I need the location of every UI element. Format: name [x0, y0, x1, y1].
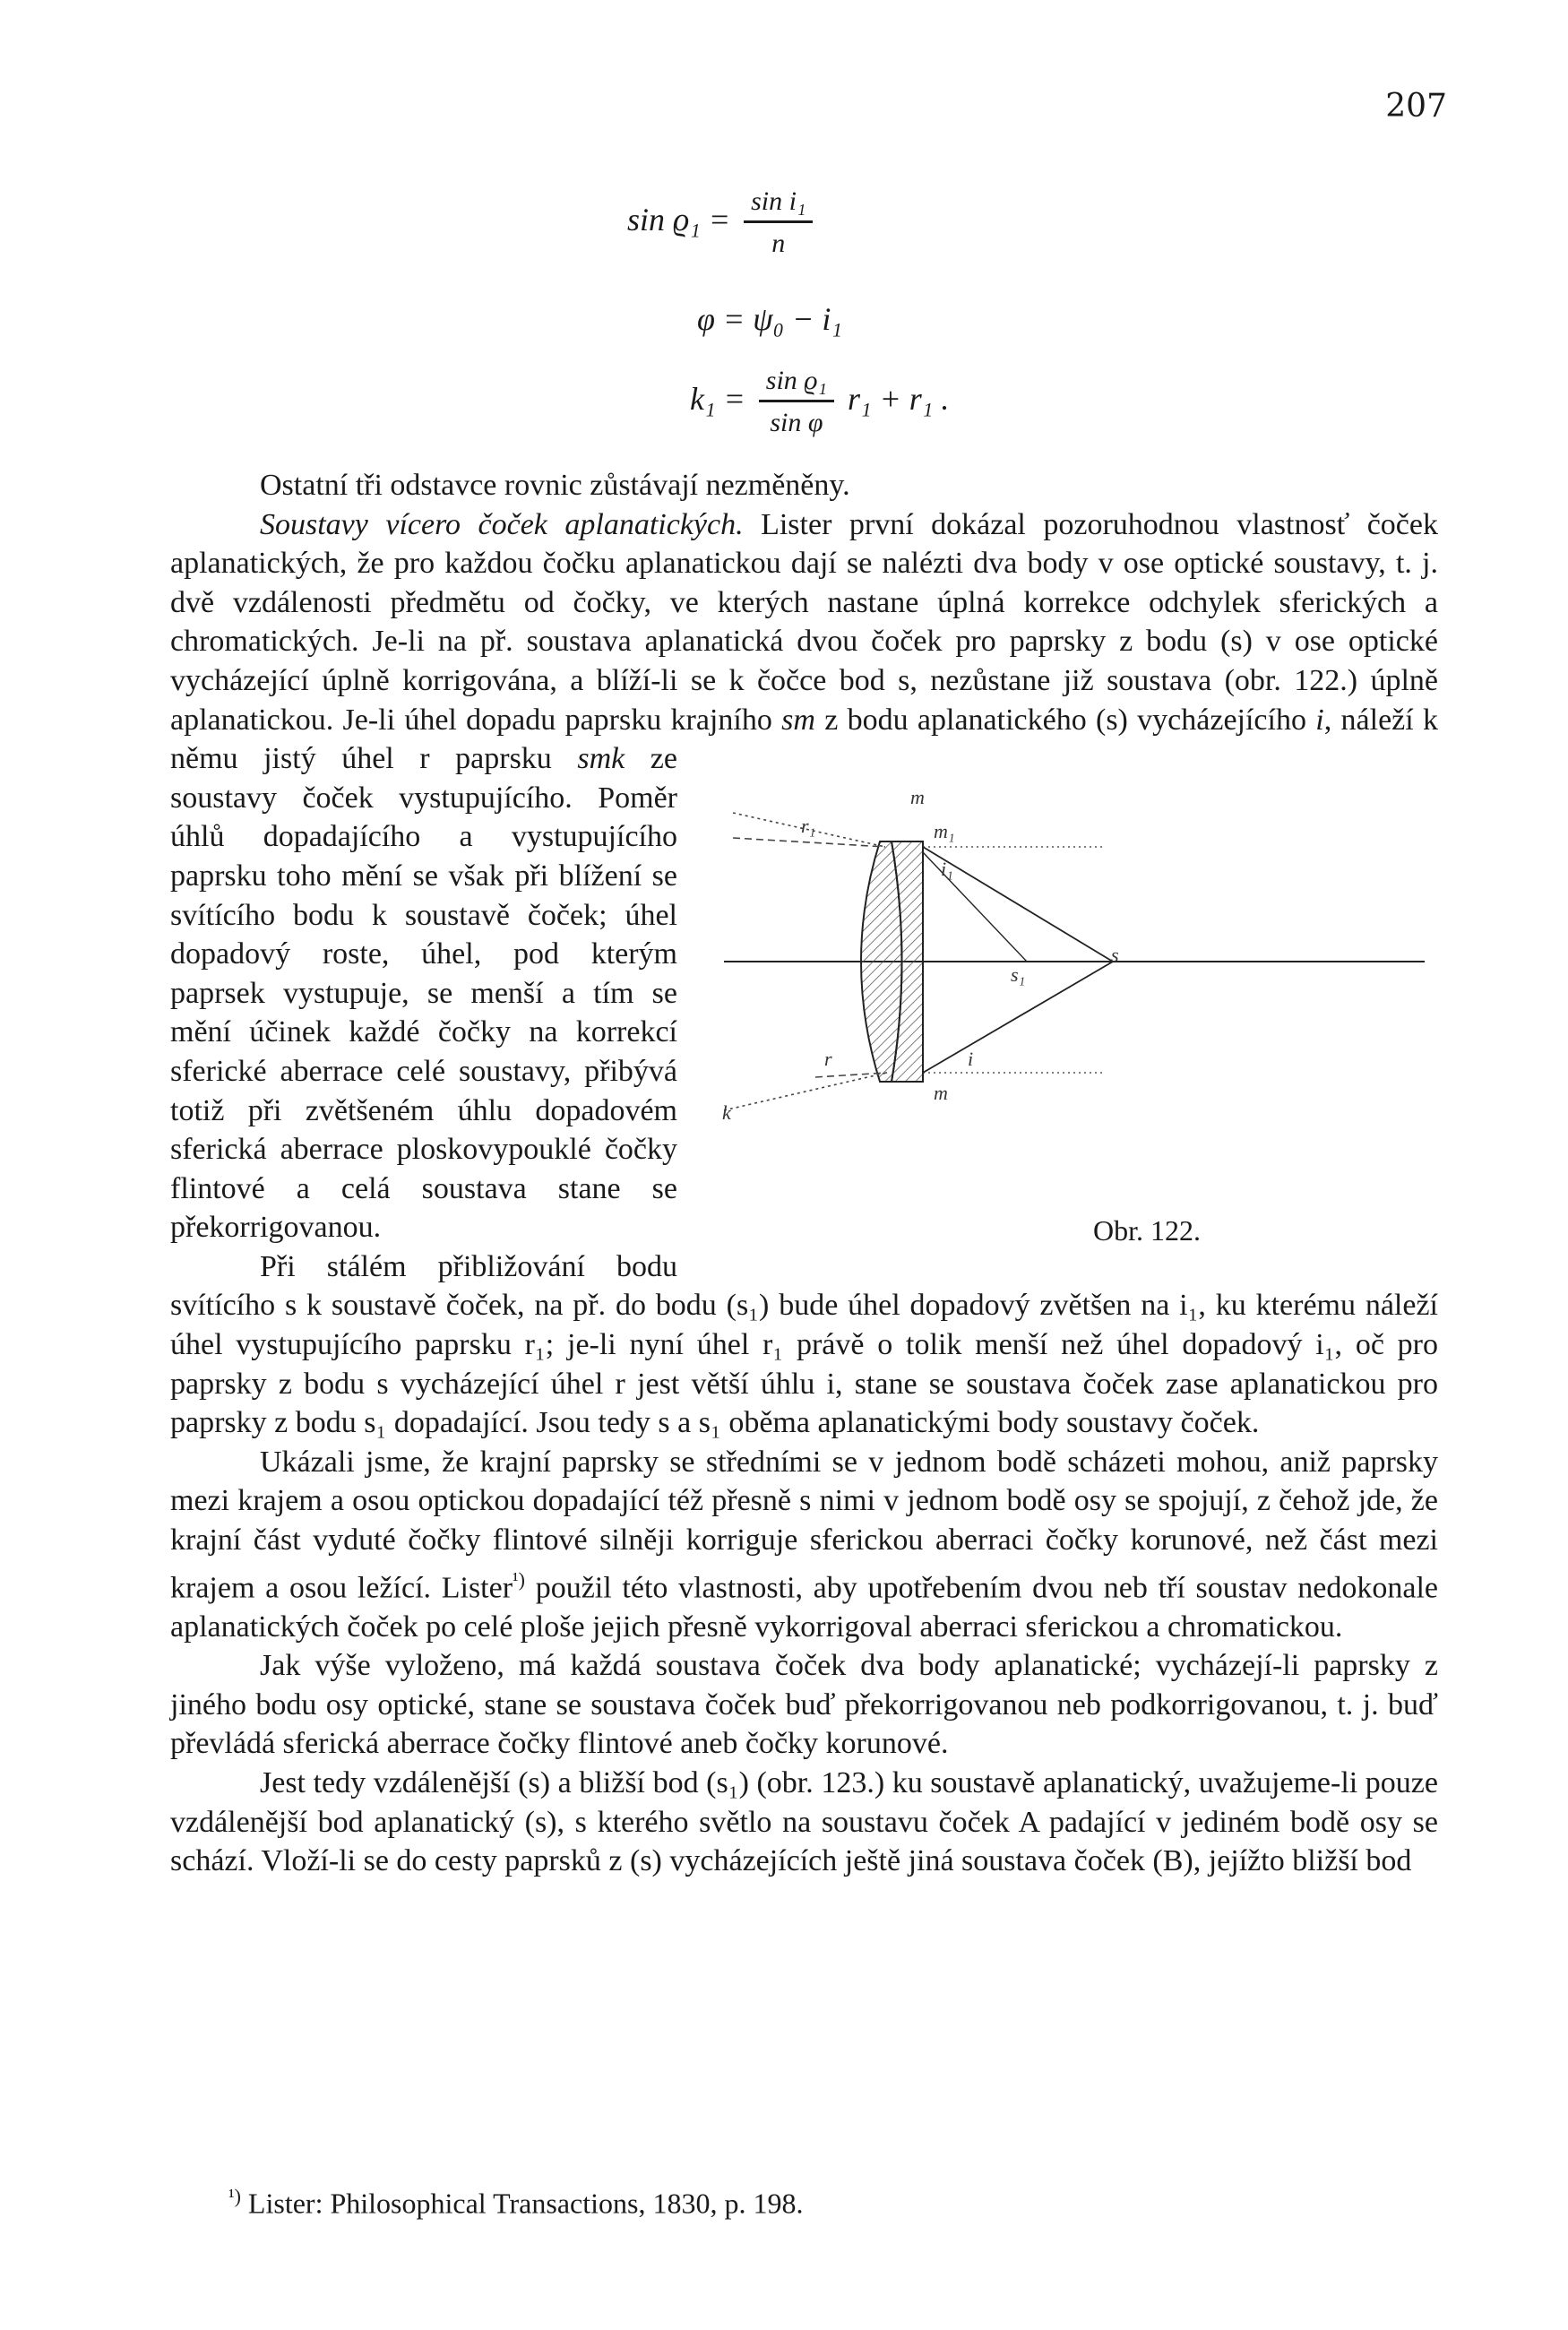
formula-lhs: sin ϱ₁ =	[627, 201, 731, 237]
body-text	[170, 466, 1438, 1881]
paragraph-6: Jest tedy vzdálenější (s) a bližší bod (s₁) (obr. 123.) ku soustavě aplanatický, uvažujeme-li pouze vzdálenější bod aplanatický (s), s kterého světlo na soustavu čoček A padající v jediném bodě osy se schází. Vloží-li se do cesty paprsků z (s) vycházejících ještě jiná soustava čoček (B), jejížto bližší bod	[170, 1765, 1438, 1878]
label-i: i	[968, 1048, 974, 1071]
formula-fraction	[744, 188, 813, 257]
formula-lhs: k₁ =	[690, 380, 745, 417]
lens-diagram	[708, 741, 1438, 1270]
paragraph-3: Při stálém přibližování bodu svítícího s k soustavě čoček, na př. do bodu (s₁) bude úhel dopadový zvětšen na i₁, ku kterému náleží úhel vystupujícího paprsku r₁; je-li nyní úhel r₁ právě o tolik menší než úhel dopadový i₁, oč pro paprsky z bodu s vycházející úhel r jest větší úhlu i, stane se soustava čoček zase aplanatickou pro paprsky z bodu s₁ dopadající. Jsou tedy s a s₁ oběma aplanatickými body soustavy čoček.	[170, 1249, 1438, 1440]
formula-sin-rho	[627, 188, 818, 257]
footnote	[228, 2185, 803, 2221]
symbol-i: i	[1315, 703, 1324, 737]
paragraph-2-text-c: , náleží k němu jistý úhel r paprsku	[170, 703, 1438, 776]
incident-ray-lower-far	[724, 1073, 887, 1110]
paragraph-4-text-a: Ukázali jsme, že krajní paprsky se středními se v jednom bodě scházeti mohou, aniž paprsky mezi krajem a osou optickou dopadající též přesně s nimi v jednom bodě osy se spojují, z čehož jde, že krajní část vyduté čočky flintové silněji korriguje sferickou aberraci čočky korunové, než část mezi krajem a osou ležící. Lister	[170, 1445, 1438, 1604]
figure-caption: Obr. 122.	[1093, 1214, 1201, 1247]
formula-k1	[690, 367, 949, 436]
footnote-ref: ¹)	[513, 1567, 525, 1591]
formula-denominator: n	[771, 229, 786, 258]
formula-denominator: sin φ	[770, 408, 823, 437]
exit-ray-upper-2	[923, 852, 1027, 962]
paragraph-2-text-a: Lister první dokázal pozoruhodnou vlastnosť čoček aplanatických, že pro každou čočku aplanatickou dají se nalézti dva body v ose optické soustavy, t. j. dvě vzdálenosti předmětu od čočky, ve kterých nastane úplná korrekce odchylek sferických a chromatických. Je-li na př. soustava aplanatická dvou čoček pro paprsky z bodu (s) v ose optické vycházející úplně korrigována, a blíží-li se k čočce bod s, nezůstane již soustava (obr. 122.) úplně aplanatickou. Je-li úhel dopadu paprsku krajního	[170, 507, 1438, 737]
paragraph-4-text-b: použil této vlastnosti, aby upotřebením dvou neb tří soustav nedokonale aplanatických čoček po celé ploše jejich přesně vykorrigoval aberraci sferickou a chromatickou.	[170, 1570, 1438, 1644]
label-s1: s₁	[1011, 963, 1026, 987]
formula-phi	[697, 303, 842, 335]
paragraph-5: Jak výše vyloženo, má každá soustava čoček dva body aplanatické; vycházejí-li paprsky z jiného bodu osy optické, stane se soustava čoček buď překorrigovanou neb podkorrigovanou, t. j. buď převládá sferická aberrace čočky flintové aneb čočky korunové.	[170, 1649, 1438, 1761]
label-k: k	[722, 1101, 731, 1125]
label-i1: i₁	[941, 858, 953, 881]
label-s: s	[1111, 944, 1119, 967]
formula-numerator: sin ϱ₁	[759, 367, 834, 402]
formula-text: φ = ψ₀ − i₁	[697, 301, 842, 337]
paragraph-2-text-d: ze soustavy čoček vystupujícího. Poměr úhlů dopadajícího a vystupujícího paprsku toho mění se však při blížení se svítícího bodu k soustavě čoček; úhel dopadový roste, úhel, pod kterým paprsek vystupuje, se menší a tím se mění účinek každé čočky na korrekcí sferické aberrace celé soustavy, přibývá totiž při zvětšeném úhlu dopadovém sferická aberrace ploskovypouklé čočky flintové a celá soustava stane se překorrigovanou.	[170, 742, 677, 1245]
paragraph-2	[170, 505, 1438, 1247]
page-number: 207	[1385, 88, 1447, 125]
formula-numerator: sin i₁	[744, 188, 813, 223]
figure-122	[708, 741, 1438, 1270]
label-m: m	[910, 786, 925, 809]
label-m-lower: m	[934, 1082, 948, 1105]
label-r: r	[824, 1048, 832, 1071]
footnote-marker: ¹)	[228, 2185, 241, 2207]
symbol-sm: sm	[781, 703, 815, 737]
label-r1: r₁	[801, 815, 816, 838]
incident-ray-lower	[815, 1073, 887, 1077]
formula-rhs: r₁ + r₁ .	[847, 380, 950, 417]
symbol-smk: smk	[577, 742, 625, 776]
paragraph-2-text-b: z bodu aplanatického (s) vycházejícího	[814, 703, 1316, 737]
section-heading: Soustavy vícero čoček aplanatických.	[260, 507, 744, 541]
crown-lens	[861, 841, 902, 1082]
formula-fraction	[759, 367, 834, 436]
paragraph-1: Ostatní tři odstavce rovnic zůstávají nezměněny.	[260, 469, 850, 502]
footnote-text: Lister: Philosophical Transactions, 1830, p. 198.	[240, 2187, 804, 2220]
label-m1: m₁	[934, 820, 955, 843]
paragraph-4	[170, 1443, 1438, 1646]
